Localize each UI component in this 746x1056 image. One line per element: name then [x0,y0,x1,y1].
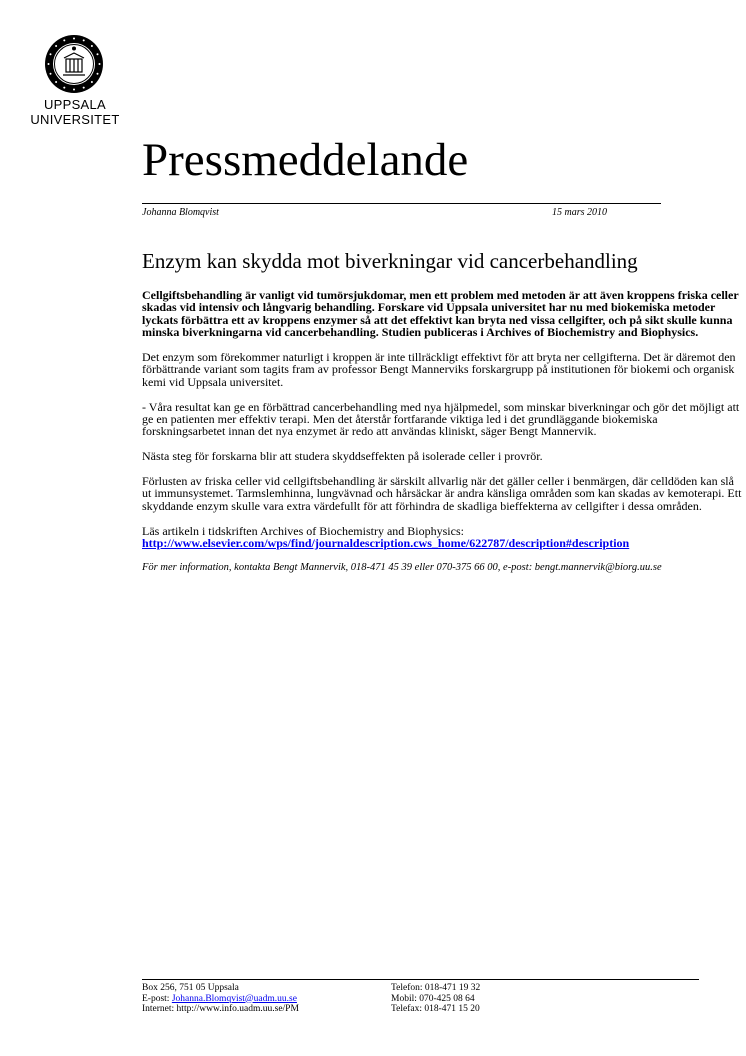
document-type-title: Pressmeddelande [142,134,469,186]
university-name [0,97,150,127]
footer-email-label: E-post: [142,993,172,1004]
lead-paragraph: Cellgiftsbehandling är vanligt vid tumörsjukdomar, men ett problem med metoden är att även kroppens friska celler skadas vid intensiv och långvarig behandling. Forskare vid Uppsala universitet har nu med biokemiska metoder lyckats förbättra ett av kroppens enzymer så att det effektivt kan bryta ned vissa cellgifter, och på sikt skulle kunna minska biverkningarna vid cancerbehandling. Studien publiceras i Archives of Biochemistry and Biophysics. [142,288,739,340]
article-reference [142,525,742,550]
article-link[interactable]: http://www.elsevier.com/wps/find/journaldescription.cws_home/622787/description#description [142,536,630,551]
article-body [142,289,742,586]
article-reference-text: Läs artikeln i tidskriften Archives of Biochemistry and Biophysics: [142,523,464,538]
footer-mobile: Mobil: 070-425 08 64 [391,993,475,1004]
footer-contact-left [142,983,299,1015]
header-divider [142,203,661,204]
body-paragraph: Nästa steg för forskarna blir att studera skyddseffekten på isolerade celler i provrör. [142,449,543,464]
university-name-line2: UNIVERSITET [30,112,120,127]
footer-address: Box 256, 751 05 Uppsala [142,983,239,993]
author-name: Johanna Blomqvist [142,207,219,218]
release-date: 15 mars 2010 [552,207,608,218]
uppsala-university-seal-icon [44,34,104,94]
footer-phone: Telefon: 018-471 19 32 [391,983,481,993]
university-name-line1: UPPSALA [43,97,107,112]
footer-fax: Telefax: 018-471 15 20 [391,1004,480,1014]
footer-email-link[interactable]: Johanna.Blomqvist@uadm.uu.se [171,993,297,1004]
body-paragraph: Förlusten av friska celler vid cellgiftsbehandling är särskilt allvarlig när det gäller celler i benmärgen, där celldöden kan slå ut immunsystemet. Tarmslemhinna, lungvävnad och hårsäckar är andra känsliga områden som kan skadas av kemoterapi. Ett skyddande enzym skulle vara extra värdefullt för att förhindra de skadliga bieffekterna av cellgifter i dessa områden. [142,474,742,513]
footer-internet: Internet: http://www.info.uadm.uu.se/PM [142,1004,299,1014]
contact-info: För mer information, kontakta Bengt Mannervik, 018-471 45 39 eller 070-375 66 00, e-post: bengt.mannervik@biorg.uu.se [142,561,662,573]
footer-divider [142,979,699,980]
footer-email-line [142,994,299,1005]
body-paragraph: Det enzym som förekommer naturligt i kroppen är inte tillräckligt effektivt för att bryta ner cellgifterna. Det är däremot den förbättrande variant som tagits fram av professor Bengt Mannerviks forskargrupp på institutionen för biokemi och organisk kemi vid Uppsala universitet. [142,350,736,389]
article-headline: Enzym kan skydda mot biverkningar vid cancerbehandling [142,249,638,273]
footer-contact-right [391,983,480,1015]
body-paragraph: - Våra resultat kan ge en förbättrad cancerbehandling med nya hjälpmedel, som minskar biverkningar och gör det möjligt att ge en patienten mer effektiv terapi. Men det återstår fortfarande viktiga led i det grundläggande biokemiska forskningsarbetet innan det nya enzymet är redo att användas kliniskt, säger Bengt Mannervik. [142,399,740,439]
